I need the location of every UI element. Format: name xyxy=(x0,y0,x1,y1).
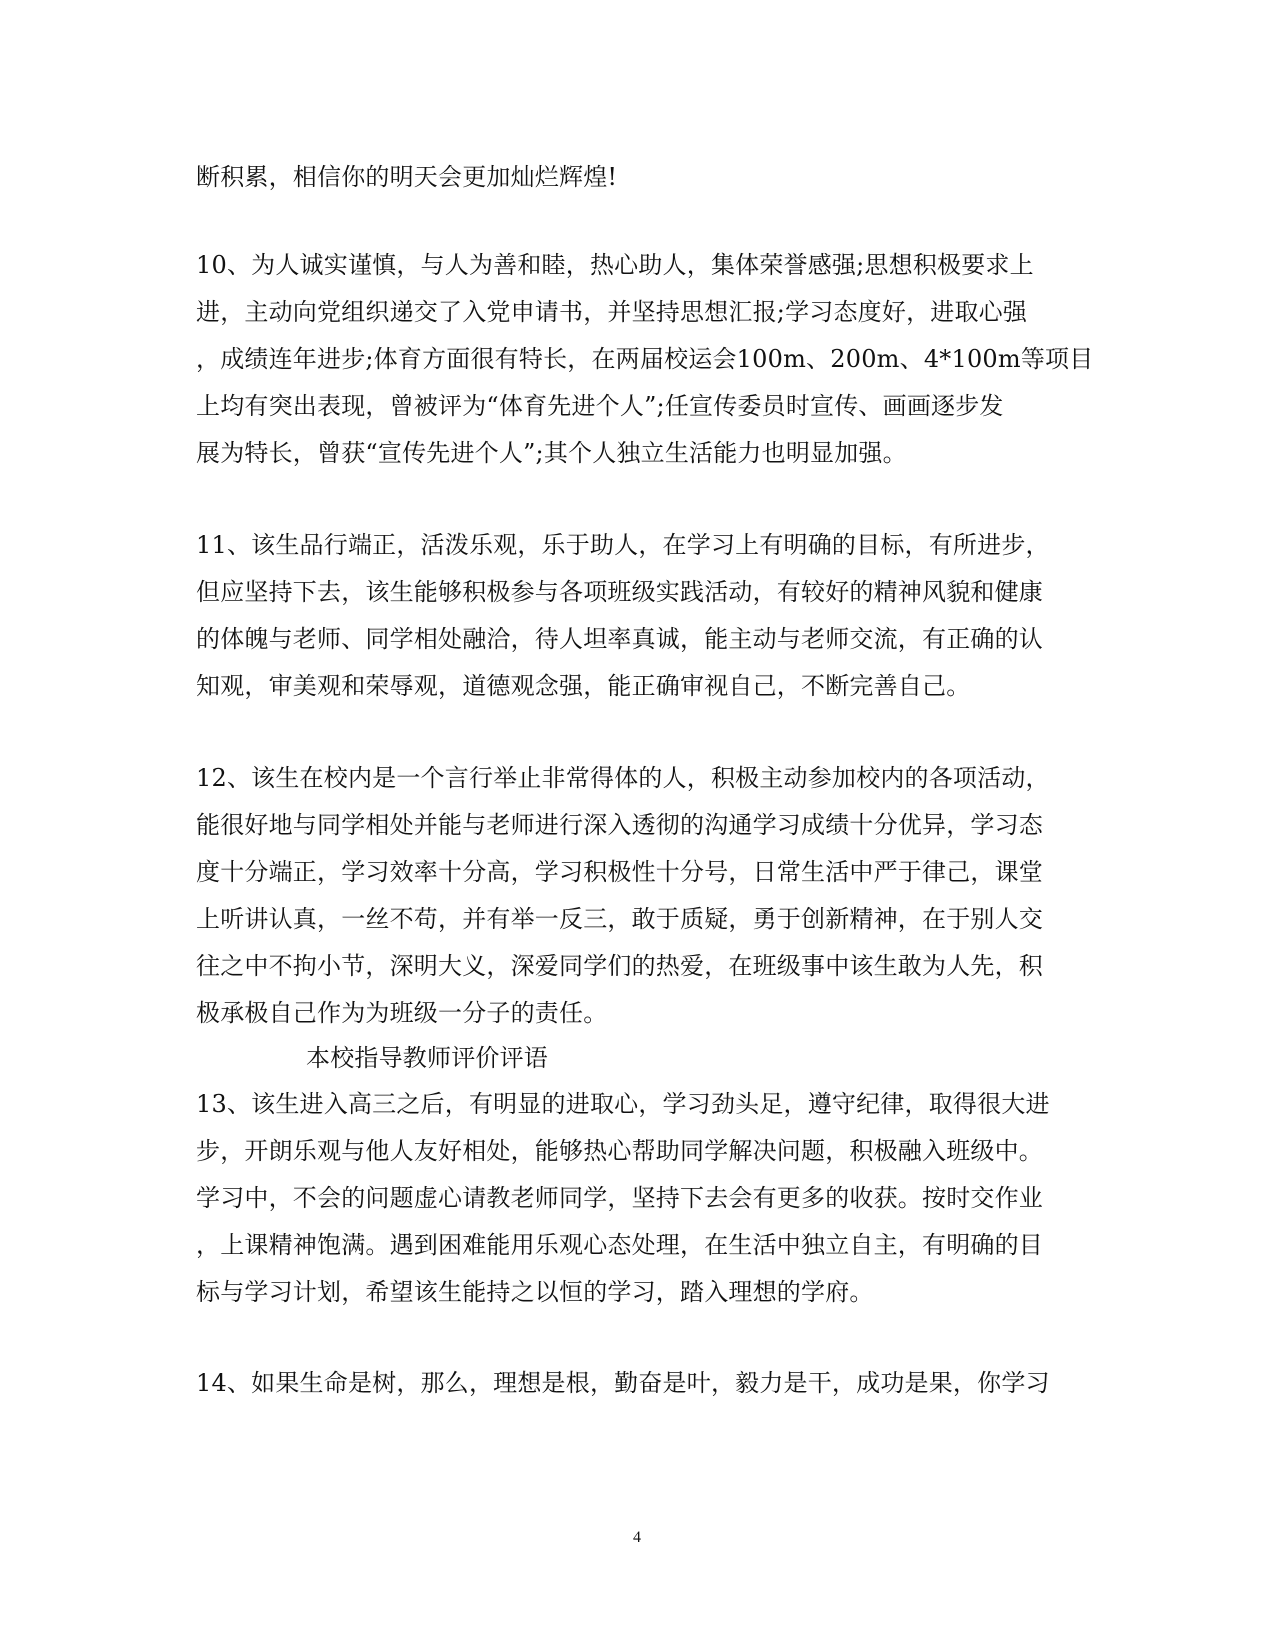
text-line: 12、该生在校内是一个言行举止非常得体的人，积极主动参加校内的各项活动， xyxy=(196,764,1050,792)
text-line: 的体魄与老师、同学相处融洽，待人坦率真诚，能主动与老师交流，有正确的认 xyxy=(196,625,1043,653)
text-line: 上均有突出表现，曾被评为“体育先进个人”;任宣传委员时宣传、画画逐步发 xyxy=(196,392,1004,420)
text-line: ，上课精神饱满。遇到困难能用乐观心态处理，在生活中独立自主，有明确的目 xyxy=(196,1231,1043,1259)
text-line: 极承极自己作为为班级一分子的责任。 xyxy=(196,999,608,1027)
text-line: 度十分端正，学习效率十分高，学习积极性十分号，日常生活中严于律己，课堂 xyxy=(196,858,1043,886)
text-line: 进，主动向党组织递交了入党申请书，并坚持思想汇报;学习态度好，进取心强 xyxy=(196,298,1028,326)
page-number: 4 xyxy=(633,1529,641,1546)
text-line: 14、如果生命是树，那么，理想是根，勤奋是叶，毅力是干，成功是果，你学习 xyxy=(196,1369,1050,1397)
text-line: 学习中，不会的问题虚心请教老师同学，坚持下去会有更多的收获。按时交作业 xyxy=(196,1184,1043,1212)
text-line: 展为特长，曾获“宣传先进个人”;其个人独立生活能力也明显加强。 xyxy=(196,439,907,467)
text-line: 往之中不拘小节，深明大义，深爱同学们的热爱，在班级事中该生敢为人先，积 xyxy=(196,952,1043,980)
text-line: 但应坚持下去，该生能够积极参与各项班级实践活动，有较好的精神风貌和健康 xyxy=(196,578,1043,606)
text-line: 知观，审美观和荣辱观，道德观念强，能正确审视自己，不断完善自己。 xyxy=(196,672,971,700)
text-line: 标与学习计划，希望该生能持之以恒的学习，踏入理想的学府。 xyxy=(196,1278,874,1306)
text-line: 步，开朗乐观与他人友好相处，能够热心帮助同学解决问题，积极融入班级中。 xyxy=(196,1137,1043,1165)
text-line: 上听讲认真，一丝不苟，并有举一反三，敢于质疑，勇于创新精神，在于别人交 xyxy=(196,905,1043,933)
text-line: 能很好地与同学相处并能与老师进行深入透彻的沟通学习成绩十分优异，学习态 xyxy=(196,811,1043,839)
section-heading: 本校指导教师评价评语 xyxy=(306,1044,548,1072)
text-line: 11、该生品行端正，活泼乐观，乐于助人，在学习上有明确的目标，有所进步， xyxy=(196,531,1050,559)
text-line: ，成绩连年进步;体育方面很有特长，在两届校运会100m、200m、4*100m等项目 xyxy=(196,345,1094,373)
text-line: 13、该生进入高三之后，有明显的进取心，学习劲头足，遵守纪律，取得很大进 xyxy=(196,1090,1050,1118)
text-line: 断积累，相信你的明天会更加灿烂辉煌! xyxy=(196,163,618,191)
text-line: 10、为人诚实谨慎，与人为善和睦，热心助人，集体荣誉感强;思想积极要求上 xyxy=(196,251,1034,279)
